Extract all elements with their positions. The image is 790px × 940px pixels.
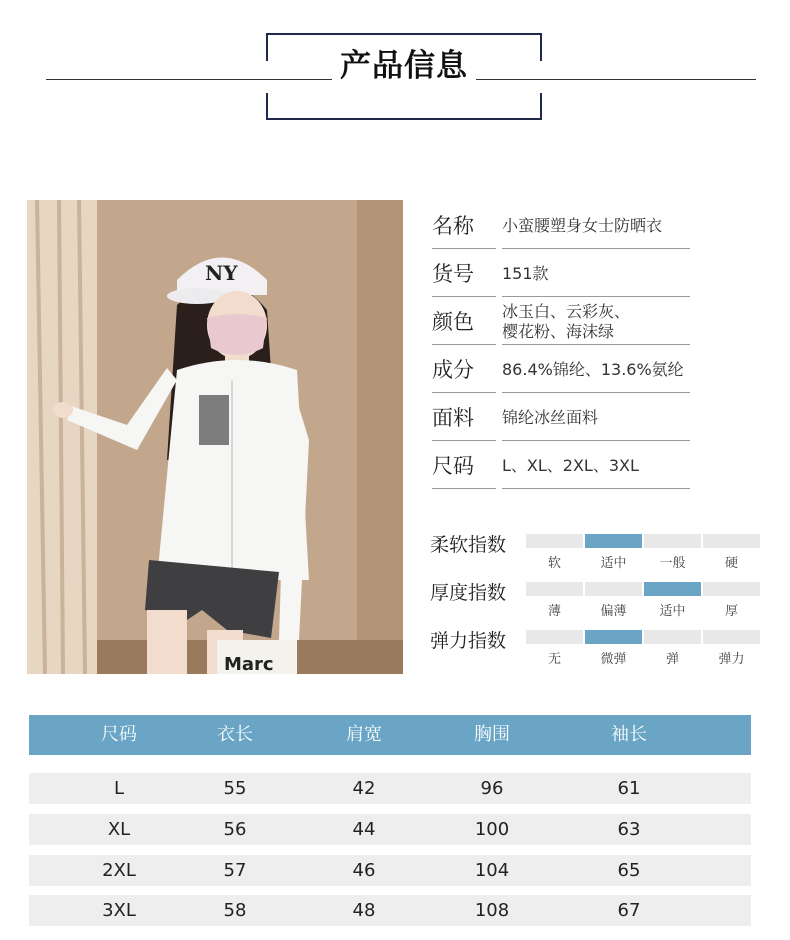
index-option: 厚 [724,604,738,619]
index-segment [644,582,701,596]
index-option: 适中 [600,556,627,571]
table-row [29,855,751,886]
table-cell: 2XL [102,860,136,881]
index-option: 一般 [659,556,686,571]
index-segment [703,534,760,548]
index-segment [644,534,701,548]
index-segment [644,630,701,644]
info-label: 名称 [432,203,496,249]
table-cell: 67 [617,900,641,921]
index-option: 无 [547,652,561,667]
title-frame-bottom [266,93,542,120]
index-option: 弹 [665,652,679,667]
table-cell: 55 [223,778,247,799]
index-scale [526,630,760,644]
product-info-table [432,203,694,491]
table-cell: 63 [617,819,641,840]
index-segment [703,582,760,596]
table-row [29,773,751,804]
info-row-item-number [432,251,694,299]
index-label: 柔软指数 [430,534,507,556]
section-title: 产品信息 [332,48,476,84]
table-cell: L [113,778,125,799]
table-cell: 61 [617,778,641,799]
product-photo [27,200,403,674]
table-row [29,814,751,845]
info-row-composition [432,347,694,395]
elasticity-index [430,626,765,672]
info-value: 86.4%锦纶、13.6%氨纶 [502,347,690,393]
info-row-fabric [432,395,694,443]
index-option: 薄 [547,604,561,619]
index-segment [585,630,642,644]
index-scale [526,534,760,548]
table-cell: 57 [223,860,247,881]
info-label: 颜色 [432,299,496,345]
info-label: 货号 [432,251,496,297]
size-table-header-cell: 袖长 [611,724,647,745]
info-row-size [432,443,694,491]
size-table-header-cell: 肩宽 [346,724,382,745]
table-cell: 96 [480,778,504,799]
info-value: 锦纶冰丝面料 [502,395,690,441]
table-cell: 104 [474,860,510,881]
bag-print-text: Marc [224,654,274,674]
index-segment [526,582,583,596]
index-segment [703,630,760,644]
table-row [29,895,751,926]
info-row-color [432,299,694,347]
table-cell: 108 [474,900,510,921]
size-table-header-cell: 胸围 [474,724,510,745]
index-segment [585,534,642,548]
info-label: 成分 [432,347,496,393]
table-cell: 100 [474,819,510,840]
info-label: 尺码 [432,443,496,489]
size-table-header-cell: 衣长 [217,724,253,745]
table-cell: XL [107,819,131,840]
index-scale [526,582,760,596]
table-cell: 3XL [102,900,136,921]
info-value: 151款 [502,251,690,297]
info-value: 冰玉白、云彩灰、 樱花粉、海沫绿 [502,299,690,345]
size-table-header-cell: 尺码 [101,724,137,745]
section-title-block [0,0,790,130]
table-cell: 48 [352,900,376,921]
index-segment [585,582,642,596]
info-row-name [432,203,694,251]
info-label: 面料 [432,395,496,441]
index-option: 软 [547,556,561,571]
product-photo-illustration [27,200,403,674]
softness-index [430,530,765,576]
table-cell: 42 [352,778,376,799]
table-cell: 65 [617,860,641,881]
table-cell: 46 [352,860,376,881]
info-value: 小蛮腰塑身女士防晒衣 [502,203,690,249]
index-segment [526,534,583,548]
index-segment [526,630,583,644]
index-option: 弹力 [718,652,745,667]
index-option: 适中 [659,604,686,619]
table-cell: 56 [223,819,247,840]
info-value: L、XL、2XL、3XL [502,443,690,489]
thickness-index [430,578,765,624]
cap-logo-text: NY [205,261,238,285]
index-option: 偏薄 [600,604,627,619]
size-table-header [29,715,751,755]
table-cell: 44 [352,819,376,840]
index-option: 硬 [724,556,738,571]
index-label: 厚度指数 [430,582,507,604]
index-option: 微弹 [600,652,627,667]
table-cell: 58 [223,900,247,921]
index-label: 弹力指数 [430,630,507,652]
